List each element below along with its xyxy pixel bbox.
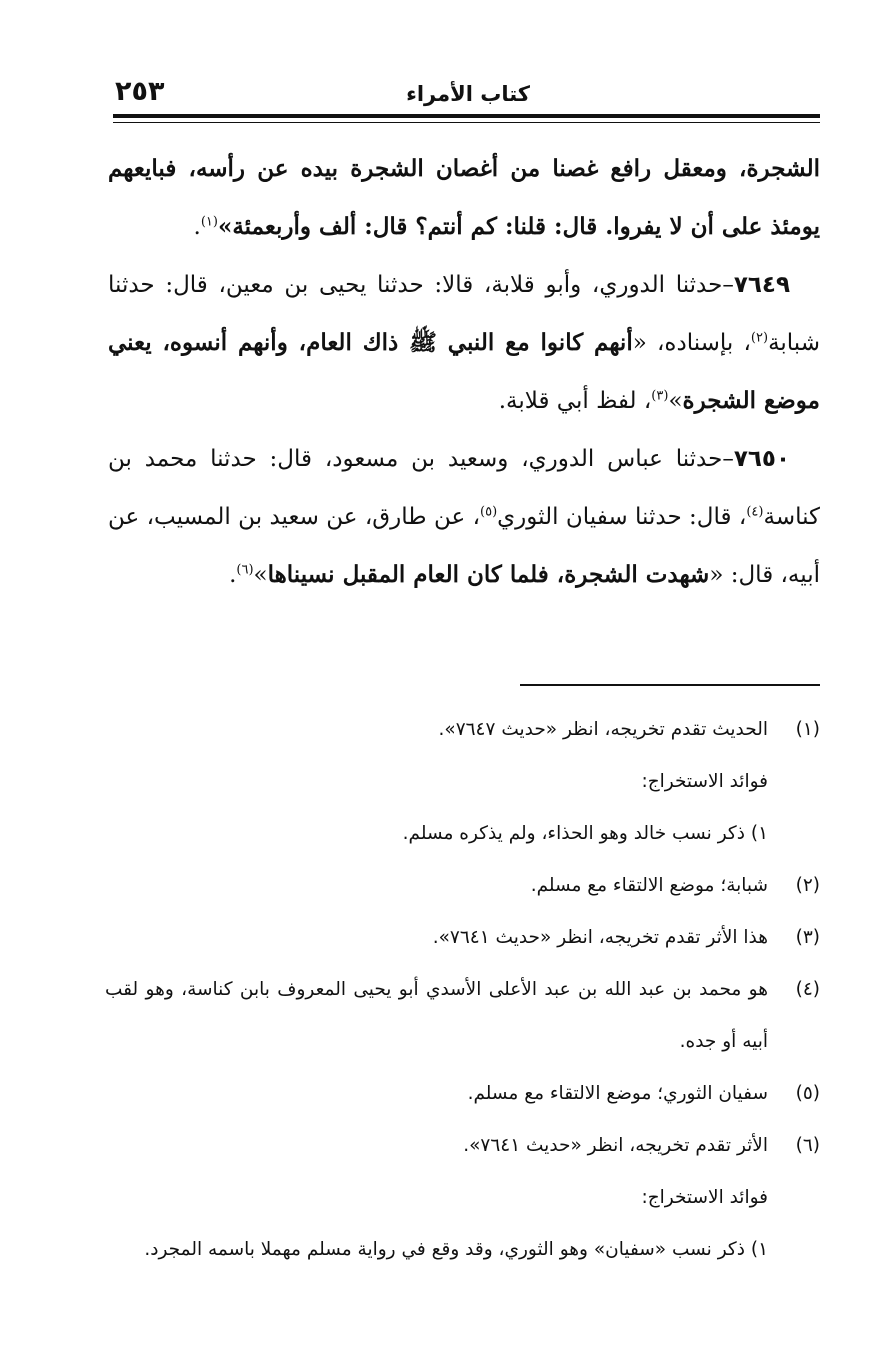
matn-text: أنهم كانوا مع النبي ﷺ ذاك العام، وأنهم أنسوه، يعني موضع الشجرة [108, 329, 820, 414]
matn-text: شهدت الشجرة، فلما كان العام المقبل نسيناها [267, 561, 710, 588]
footnote-ref[interactable]: (٤) [746, 504, 764, 520]
footnote-number: (٦) [795, 1135, 820, 1156]
footnote-1 [105, 704, 820, 756]
footnote-ref[interactable]: (٥) [480, 504, 498, 520]
hadith-number: ٧٦٤٩ [733, 272, 790, 298]
trailing-text: ، لفظ أبي قلابة. [498, 388, 652, 414]
hadith-number: ٧٦٥٠ [733, 446, 790, 472]
isnad-text: ، عن طارق، عن سعيد بن المسيب، عن أبيه، قال: « [108, 504, 820, 588]
footnote-4 [105, 964, 820, 1068]
footnote-text: سفيان الثوري؛ موضع الالتقاء مع مسلم. [467, 1083, 768, 1104]
footnotes [105, 704, 820, 1276]
footnote-ref[interactable]: (٦) [236, 562, 254, 578]
main-text [108, 140, 820, 604]
quote-close: » [253, 562, 268, 588]
footnote-6 [105, 1120, 820, 1172]
punctuation: . [229, 562, 237, 588]
footnote-number: (١) [795, 719, 820, 740]
footnote-subheading: فوائد الاستخراج: [641, 1187, 768, 1208]
header-rule-thick [113, 114, 820, 118]
isnad-text: –حدثنا الدوري، وأبو قلابة، قالا: حدثنا يحيى بن معين، قال: حدثنا شبابة [108, 272, 821, 356]
isnad-text: –حدثنا عباس الدوري، وسعيد بن مسعود، قال: حدثنا محمد بن كناسة [108, 446, 820, 530]
footnote-separator [520, 684, 820, 686]
footnote-number: (٣) [795, 927, 820, 948]
running-header [113, 70, 820, 114]
footnote-text: الأثر تقدم تخريجه، انظر «حديث ٧٦٤١». [463, 1135, 768, 1156]
footnote-number: (٤) [795, 979, 820, 1000]
header-rule-thin [113, 122, 820, 123]
footnote-ref[interactable]: (٣) [651, 388, 669, 404]
footnote-text: شبابة؛ موضع الالتقاء مع مسلم. [530, 875, 768, 896]
footnote-text: هو محمد بن عبد الله بن عبد الأعلى الأسدي أبو يحيى المعروف بابن كناسة، وهو لقب أبيه أو جده. [105, 979, 768, 1052]
footnote-subitem: ١) ذكر نسب خالد وهو الحذاء، ولم يذكره مسلم. [402, 823, 768, 844]
isnad-text: ، بإسناده، « [632, 330, 751, 356]
paragraph-continuation [108, 140, 820, 256]
footnote-number: (٢) [795, 875, 820, 896]
isnad-text: ، قال: حدثنا سفيان الثوري [497, 504, 747, 530]
footnote-ref[interactable]: (٢) [750, 330, 769, 346]
footnote-ref[interactable]: (١) [200, 214, 218, 230]
chapter-title: كتاب الأمراء [406, 82, 530, 106]
footnote-3 [105, 912, 820, 964]
hadith-7649 [108, 256, 820, 430]
quote-close: » [668, 388, 683, 414]
page-number: ٢٥٣ [115, 76, 165, 107]
hadith-7650 [108, 430, 820, 604]
footnote-number: (٥) [795, 1083, 820, 1104]
bold-quote: الشجرة، ومعقل رافع غصنا من أغصان الشجرة بيده عن رأسه، فبايعهم يومئذ على أن لا يفروا. قال: قلنا: كم أنتم؟ قال: ألف وأربعمئة» [108, 155, 820, 240]
punctuation: . [193, 214, 201, 240]
footnote-subitem: ١) ذكر نسب «سفيان» وهو الثوري، وقد وقع في رواية مسلم مهملا باسمه المجرد. [144, 1239, 768, 1260]
footnote-2 [105, 860, 820, 912]
footnote-5 [105, 1068, 820, 1120]
footnote-text: هذا الأثر تقدم تخريجه، انظر «حديث ٧٦٤١». [432, 927, 768, 948]
footnote-subheading: فوائد الاستخراج: [641, 771, 768, 792]
footnote-text: الحديث تقدم تخريجه، انظر «حديث ٧٦٤٧». [438, 719, 768, 740]
